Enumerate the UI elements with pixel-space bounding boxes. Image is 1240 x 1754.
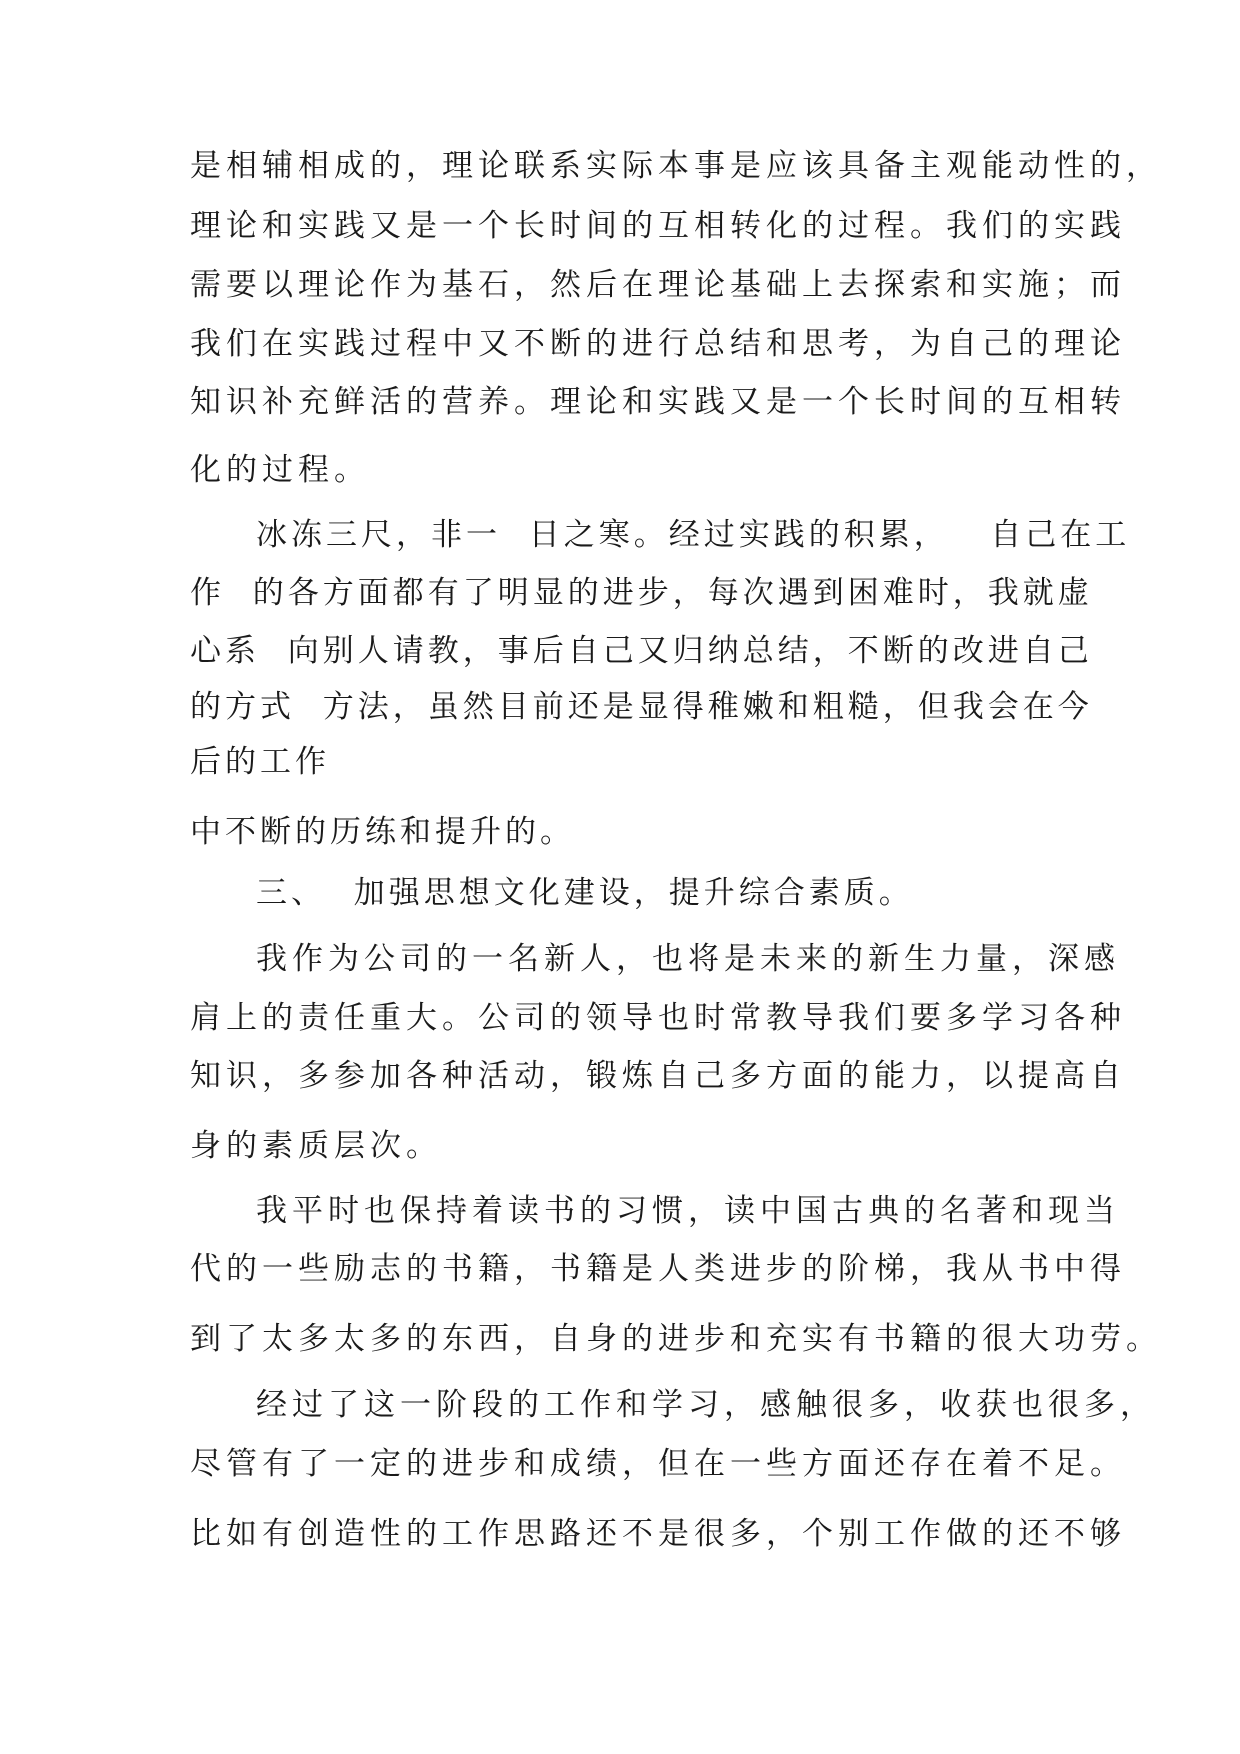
- section-heading: 三、 加强思想文化建设，提升综合素质。: [256, 875, 914, 911]
- text-line-10: 的方式 方法，虽然目前还是显得稚嫩和粗糙，但我会在今: [190, 689, 1093, 725]
- text-line-23: 比如有创造性的工作思路还不是很多，个别工作做的还不够: [190, 1516, 1126, 1552]
- text-line-12: 中不断的历练和提升的。: [190, 814, 575, 850]
- text-line-22: 尽管有了一定的进步和成绩，但在一些方面还存在着不足。: [190, 1446, 1126, 1482]
- text-line-9: 心系 向别人请教，事后自己又归纳总结，不断的改进自己: [190, 633, 1093, 669]
- paragraph-start-line: 经过了这一阶段的工作和学习，感触很多，收获也很多，: [256, 1387, 1156, 1423]
- text-line-6: 化的过程。: [190, 452, 370, 488]
- text-line-1: 是相辅相成的，理论联系实际本事是应该具备主观能动性的，: [190, 148, 1162, 184]
- text-line-4: 我们在实践过程中又不断的进行总结和思考，为自己的理论: [190, 326, 1126, 362]
- paragraph-start-line: 我平时也保持着读书的习惯，读中国古典的名著和现当: [256, 1193, 1120, 1229]
- text-line-15: 肩上的责任重大。公司的领导也时常教导我们要多学习各种: [190, 1000, 1126, 1036]
- text-line-11: 后的工作: [190, 744, 330, 780]
- text-line-5: 知识补充鲜活的营养。理论和实践又是一个长时间的互相转: [190, 384, 1126, 420]
- text-line-19: 代的一些励志的书籍，书籍是人类进步的阶梯，我从书中得: [190, 1251, 1126, 1287]
- text-line-16: 知识，多参加各种活动，锻炼自己多方面的能力，以提高自: [190, 1058, 1126, 1094]
- text-line-2: 理论和实践又是一个长时间的互相转化的过程。我们的实践: [190, 208, 1126, 244]
- paragraph-start-line: 冰冻三尺，非一 日之寒。经过实践的积累， 自己在工: [256, 517, 1131, 553]
- paragraph-start-line: 我作为公司的一名新人，也将是未来的新生力量，深感: [256, 941, 1120, 977]
- text-line-17: 身的素质层次。: [190, 1128, 442, 1164]
- text-line-8: 作 的各方面都有了明显的进步，每次遇到困难时，我就虚: [190, 575, 1093, 611]
- text-line-3: 需要以理论作为基石，然后在理论基础上去探索和实施；而: [190, 267, 1126, 303]
- text-line-20: 到了太多太多的东西，自身的进步和充实有书籍的很大功劳。: [190, 1321, 1162, 1357]
